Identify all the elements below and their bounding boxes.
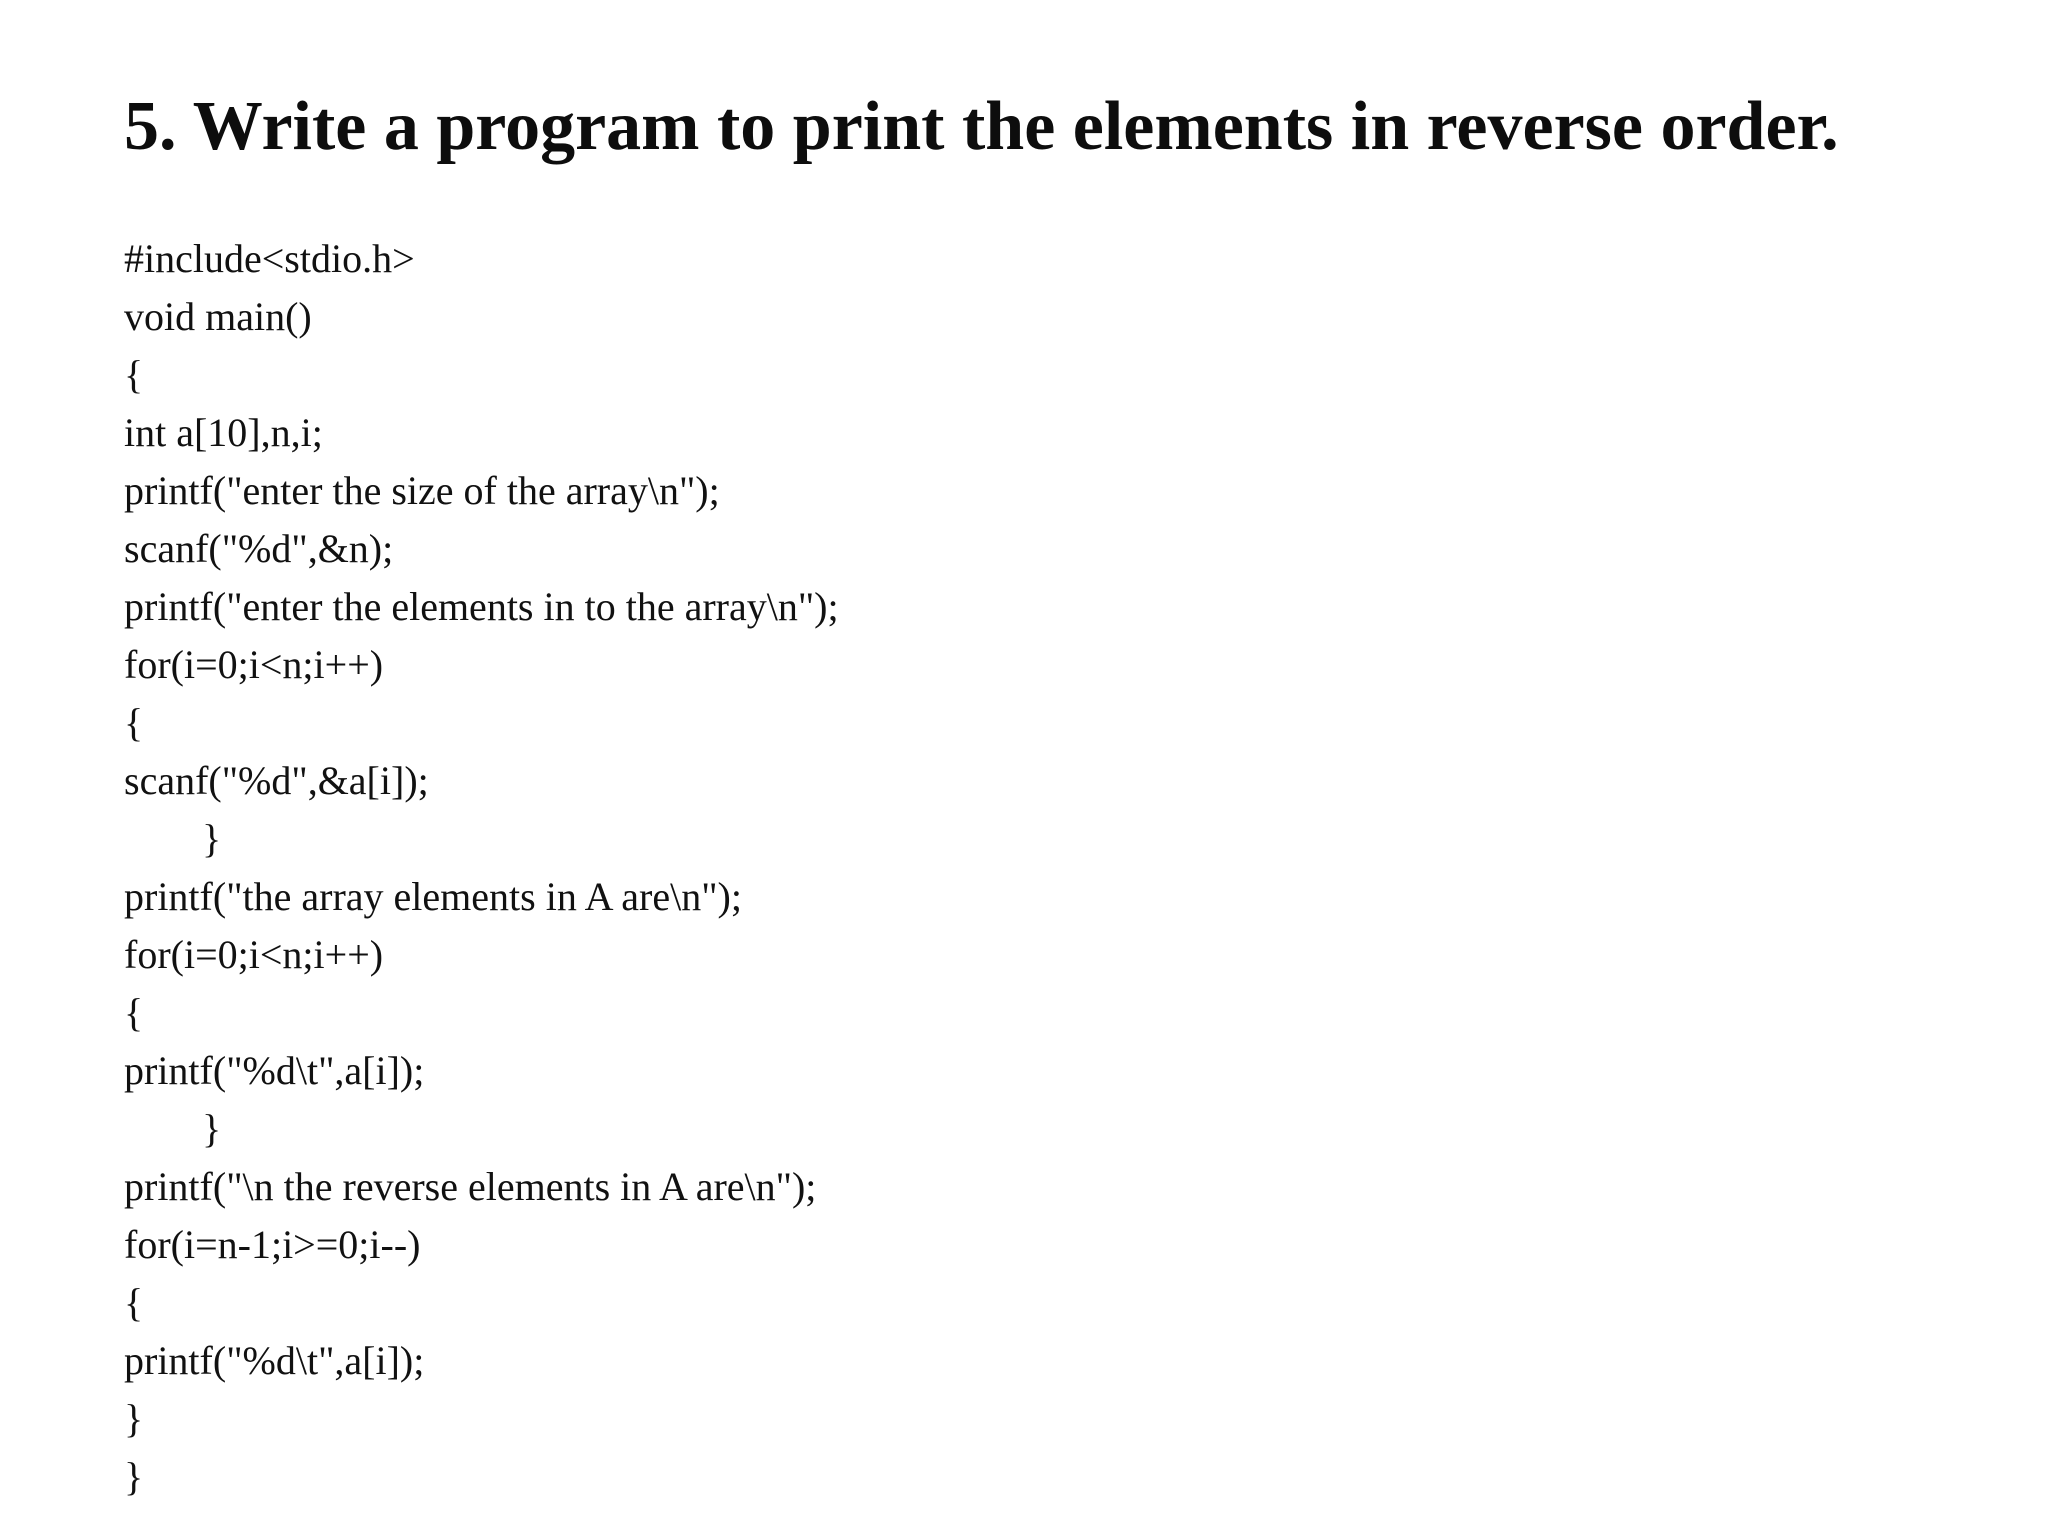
code-line: printf("%d\t",a[i]); bbox=[124, 1048, 425, 1093]
code-line: } bbox=[202, 1106, 222, 1151]
code-line: scanf("%d",&n); bbox=[124, 526, 394, 571]
code-line: scanf("%d",&a[i]); bbox=[124, 758, 429, 803]
code-line: { bbox=[124, 990, 144, 1035]
code-listing bbox=[124, 230, 839, 1506]
code-line: } bbox=[124, 1396, 144, 1441]
code-line: for(i=n-1;i>=0;i--) bbox=[124, 1222, 421, 1267]
code-line: } bbox=[202, 816, 222, 861]
code-line: printf("enter the elements in to the array\n"); bbox=[124, 584, 839, 629]
code-line: int a[10],n,i; bbox=[124, 410, 323, 455]
page-title: 5. Write a program to print the elements in reverse order. bbox=[124, 88, 1839, 165]
code-line: printf("enter the size of the array\n"); bbox=[124, 468, 720, 513]
code-line: { bbox=[124, 700, 144, 745]
code-line: void main() bbox=[124, 294, 312, 339]
code-line: printf("%d\t",a[i]); bbox=[124, 1338, 425, 1383]
code-line: #include<stdio.h> bbox=[124, 236, 415, 281]
code-line: for(i=0;i<n;i++) bbox=[124, 932, 384, 977]
code-line: printf("the array elements in A are\n"); bbox=[124, 874, 742, 919]
code-line: } bbox=[124, 1454, 144, 1499]
code-line: printf("\n the reverse elements in A are\n"); bbox=[124, 1164, 817, 1209]
code-line: for(i=0;i<n;i++) bbox=[124, 642, 384, 687]
code-line: { bbox=[124, 352, 144, 397]
code-line: { bbox=[124, 1280, 144, 1325]
